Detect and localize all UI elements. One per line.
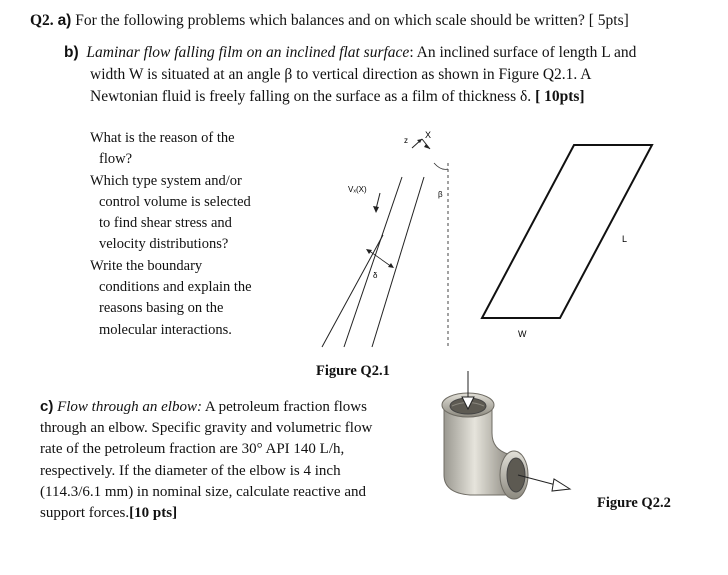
part-c-line1: A petroleum fraction flows xyxy=(204,399,367,415)
question-line: Which type system and/or xyxy=(90,172,242,189)
label-z: z xyxy=(404,136,408,145)
delta-dimension-line xyxy=(368,250,392,267)
film-line-free-surface xyxy=(344,177,402,347)
label-W: W xyxy=(518,329,527,339)
part-c-line5: (114.3/6.1 mm) in nominal size, calculate reactive and xyxy=(40,483,366,500)
part-b-points: [ 10pts] xyxy=(535,88,585,105)
question-a xyxy=(30,12,629,30)
part-c-line2: through an elbow. Specific gravity and volumetric flow xyxy=(40,420,373,437)
part-c-title: Flow through an elbow: xyxy=(57,399,202,415)
question-line: flow? xyxy=(99,151,133,168)
question-line: molecular interactions. xyxy=(99,321,232,338)
part-a-label: a) xyxy=(57,12,72,29)
part-c-line3: rate of the petroleum fraction are 30° API 140 L/h, xyxy=(40,441,345,458)
film-line-wall xyxy=(372,177,424,347)
question-line: reasons basing on the xyxy=(99,300,224,317)
figure-q2-1-caption: Figure Q2.1 xyxy=(316,363,390,379)
figure-q2-2-caption: Figure Q2.2 xyxy=(597,495,671,511)
part-b-line1: : An inclined surface of length L and xyxy=(409,44,637,61)
inclined-plate xyxy=(482,145,652,318)
part-b-title: Laminar flow falling film on an inclined flat surface xyxy=(86,44,410,61)
part-b-line2: width W is situated at an angle β to vertical direction as shown in Figure Q2.1. A xyxy=(90,66,592,83)
part-b-line3: Newtonian fluid is freely falling on the surface as a film of thickness δ. xyxy=(90,88,536,105)
question-line: conditions and explain the xyxy=(99,279,252,296)
part-b-label: b) xyxy=(64,44,79,61)
question-line: velocity distributions? xyxy=(99,236,229,253)
label-x: X xyxy=(425,130,432,140)
part-c-line6: support forces. xyxy=(40,505,130,522)
question-list xyxy=(90,128,290,341)
question-number: Q2. xyxy=(30,12,54,29)
part-c-line4: respectively. If the diameter of the elbow is 4 inch xyxy=(40,462,341,479)
elbow-fitting-illustration xyxy=(430,365,590,515)
question-line: What is the reason of the xyxy=(90,130,235,146)
film-line-outer xyxy=(322,235,383,347)
part-a-text: For the following problems which balances and on which scale should be written? [ 5pts] xyxy=(75,12,629,29)
delta-arrowhead-left xyxy=(366,249,372,254)
velocity-arrowhead xyxy=(373,206,379,213)
beta-arc xyxy=(434,163,448,169)
outlet-arrowhead xyxy=(552,479,570,491)
label-delta: δ xyxy=(373,271,378,280)
part-c-points: [10 pts] xyxy=(129,505,178,522)
label-beta: β xyxy=(438,190,443,199)
label-L: L xyxy=(622,234,628,244)
part-c-label: c) xyxy=(40,398,54,415)
label-velocity: Vₓ(X) xyxy=(348,185,367,194)
delta-arrowhead-right xyxy=(388,263,394,268)
question-c xyxy=(40,396,422,524)
falling-film-diagram xyxy=(300,125,720,360)
question-line: Write the boundary xyxy=(90,257,203,274)
question-line: control volume is selected xyxy=(99,193,251,210)
question-line: to find shear stress and xyxy=(99,215,232,232)
question-b xyxy=(64,42,684,108)
elbow-side-bore xyxy=(507,458,525,492)
